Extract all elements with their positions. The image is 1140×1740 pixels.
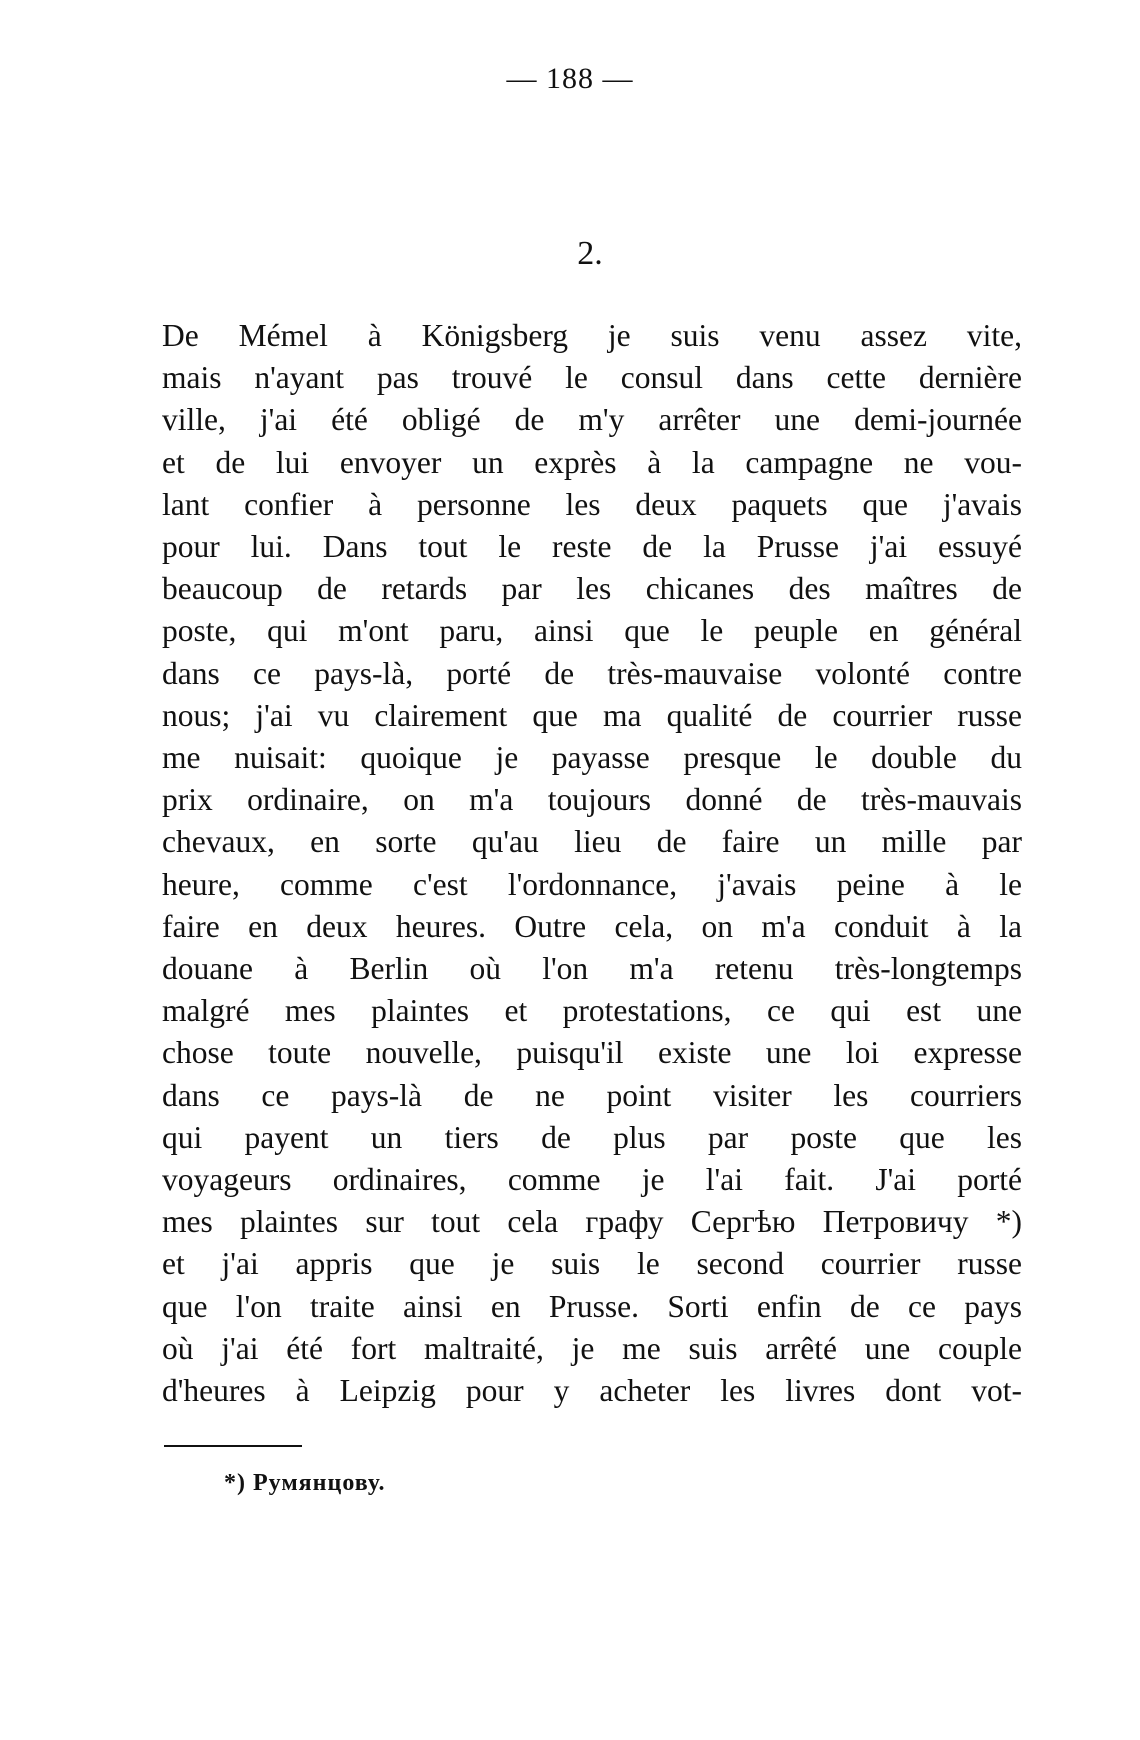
text-line: poste, qui m'ont paru, ainsi que le peuple en général	[162, 613, 1022, 649]
text-line: douane à Berlin où l'on m'a retenu très-longtemps	[162, 951, 1022, 987]
text-line: dans ce pays-là, porté de très-mauvaise volonté contre	[162, 655, 1022, 691]
text-line: malgré mes plaintes et protestations, ce qui est une	[162, 993, 1022, 1029]
text-line: mais n'ayant pas trouvé le consul dans cette dernière	[162, 360, 1022, 396]
footnote-rule	[164, 1445, 302, 1447]
text-line: prix ordinaire, on m'a toujours donné de très-mauvais	[162, 782, 1022, 818]
text-line: où j'ai été fort maltraité, je me suis arrêté une couple	[162, 1330, 1022, 1366]
text-line: ville, j'ai été obligé de m'y arrêter une demi-journée	[162, 402, 1022, 438]
text-line: qui payent un tiers de plus par poste que les	[162, 1119, 1022, 1155]
text-line: lant confier à personne les deux paquets que j'avais	[162, 486, 1022, 522]
text-line: heure, comme c'est l'ordonnance, j'avais peine à le	[162, 866, 1022, 902]
footnote: *) Румянцову.	[224, 1470, 386, 1496]
text-line: pour lui. Dans tout le reste de la Prusse j'ai essuyé	[162, 529, 1022, 565]
text-line: dans ce pays-là de ne point visiter les courriers	[162, 1077, 1022, 1113]
text-line: que l'on traite ainsi en Prusse. Sorti enfin de ce pays	[162, 1288, 1022, 1324]
body-text	[162, 315, 1022, 1412]
page-number: — 188 —	[506, 62, 634, 95]
text-line: mes plaintes sur tout cela графу Сергѣю Петровичу *)	[162, 1204, 1022, 1240]
text-line: me nuisait: quoique je payasse presque le double du	[162, 740, 1022, 776]
text-line: d'heures à Leipzig pour y acheter les livres dont vot-	[162, 1373, 1022, 1409]
text-line: voyageurs ordinaires, comme je l'ai fait. J'ai porté	[162, 1162, 1022, 1198]
text-line: et de lui envoyer un exprès à la campagne ne vou-	[162, 444, 1022, 480]
text-line: beaucoup de retards par les chicanes des maîtres de	[162, 571, 1022, 607]
text-line: nous; j'ai vu clairement que ma qualité de courrier russe	[162, 697, 1022, 733]
text-line: chevaux, en sorte qu'au lieu de faire un mille par	[162, 824, 1022, 860]
section-number: 2.	[577, 235, 603, 272]
text-line: et j'ai appris que je suis le second courrier russe	[162, 1246, 1022, 1282]
text-line: chose toute nouvelle, puisqu'il existe une loi expresse	[162, 1035, 1022, 1071]
text-line: faire en deux heures. Outre cela, on m'a conduit à la	[162, 908, 1022, 944]
text-line: De Mémel à Königsberg je suis venu assez vite,	[162, 318, 1022, 353]
